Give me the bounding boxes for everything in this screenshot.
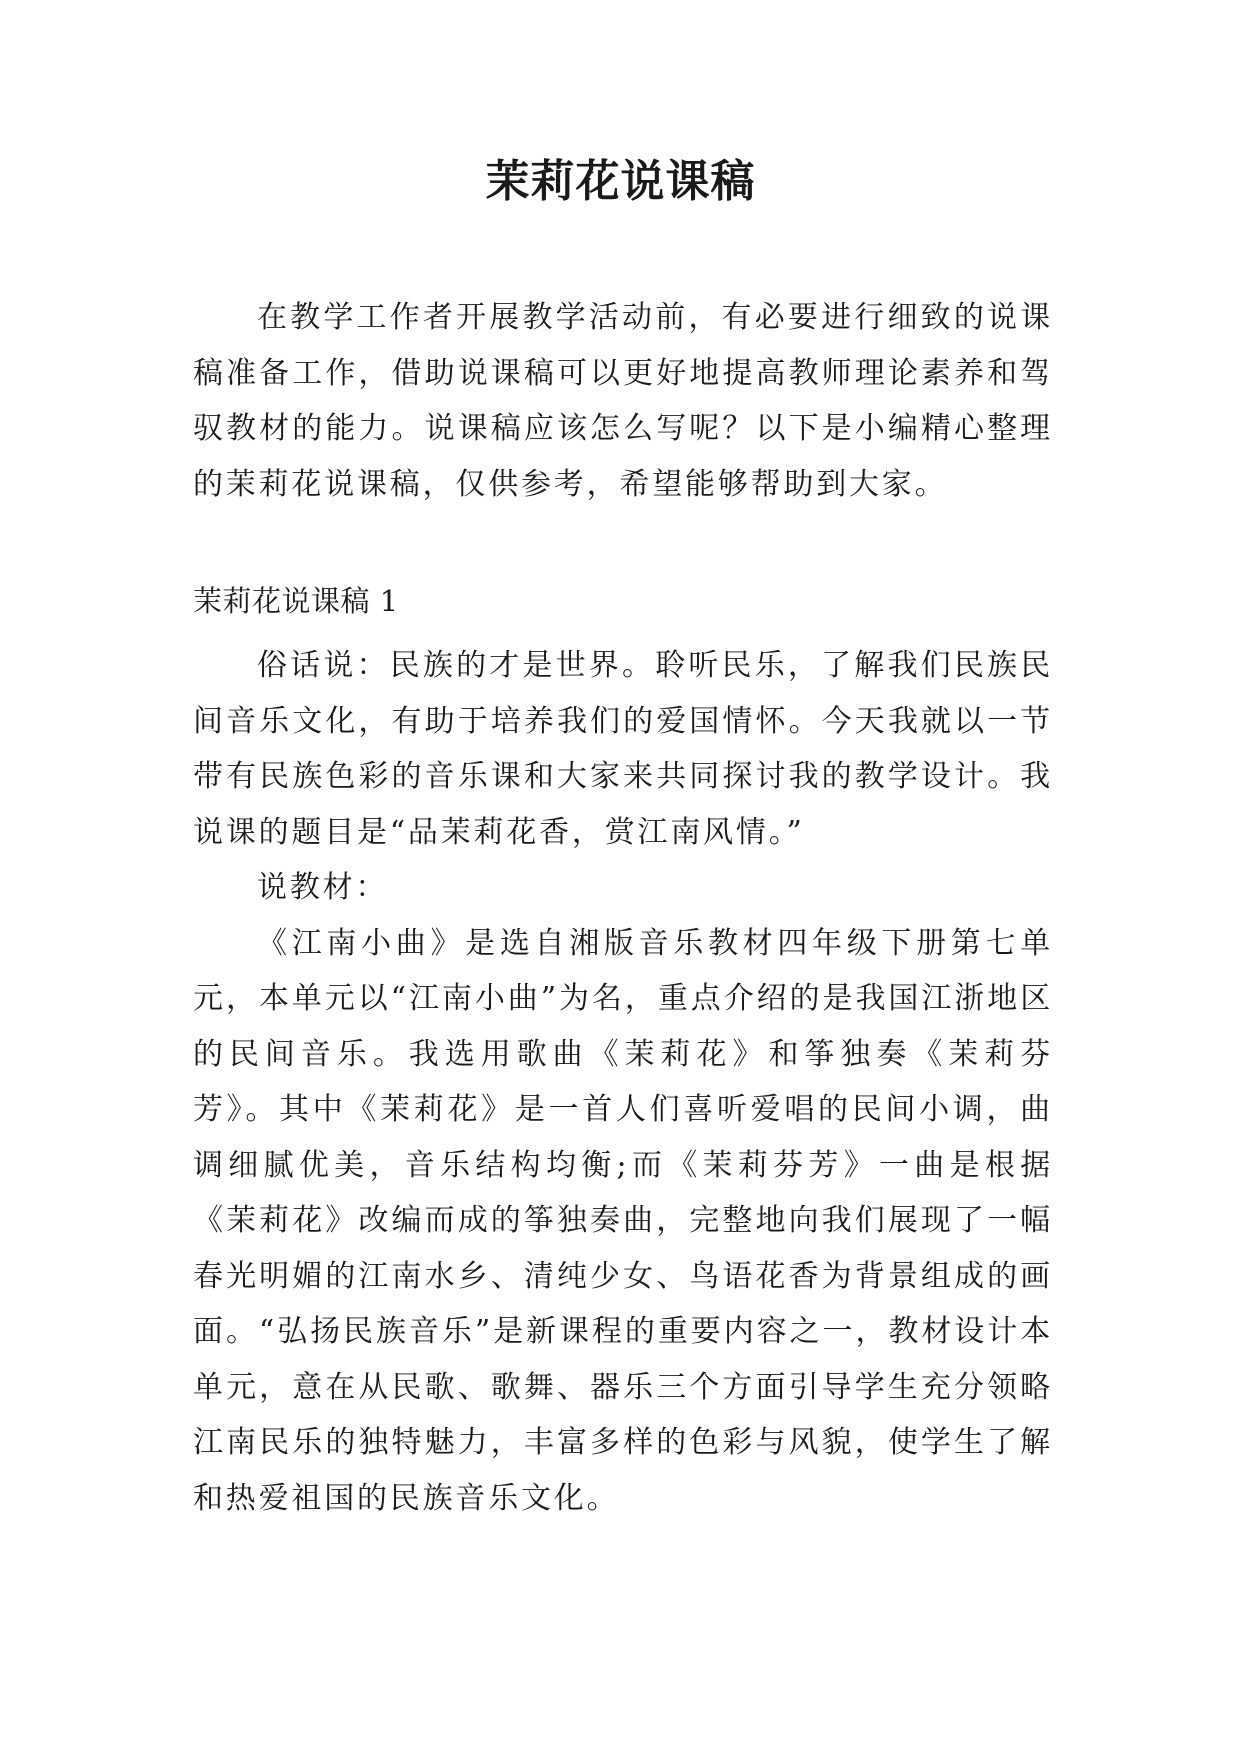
intro-paragraph: 在教学工作者开展教学活动前，有必要进行细致的说课稿准备工作，借助说课稿可以更好地提高教师理论素养和驾驭教材的能力。说课稿应该怎么写呢？以下是小编精心整理的茉莉花说课稿，仅供参考，希望能够帮助到大家。 xyxy=(193,300,1053,502)
document-title: 茉莉花说课稿 xyxy=(485,156,756,207)
body-paragraph: 《江南小曲》是选自湘版音乐教材四年级下册第七单元，本单元以“江南小曲”为名，重点介绍的是我国江浙地区的民间音乐。我选用歌曲《茉莉花》和筝独奏《茉莉芬芳》。其中《茉莉花》是一首人们喜听爱唱的民间小调，曲调细腻优美，音乐结构均衡;而《茉莉芬芳》一曲是根据《茉莉花》改编而成的筝独奏曲，完整地向我们展现了一幅春光明媚的江南水乡、清纯少女、鸟语花香为背景组成的画面。“弘扬民族音乐”是新课程的重要内容之一，教材设计本单元，意在从民歌、歌舞、器乐三个方面引导学生充分领略江南民乐的独特魅力，丰富多样的色彩与风貌，使学生了解和热爱祖国的民族音乐文化。 xyxy=(193,925,1053,1516)
body-paragraph: 俗话说：民族的才是世界。聆听民乐，了解我们民族民间音乐文化，有助于培养我们的爱国情怀。今天我就以一节带有民族色彩的音乐课和大家来共同探讨我的教学设计。我说课的题目是“品茉莉花香，赏江南风情。” xyxy=(193,648,1053,850)
intro-block xyxy=(193,290,1053,512)
section-1 xyxy=(193,584,1053,1526)
section-heading: 茉莉花说课稿 1 xyxy=(193,584,399,618)
body-paragraph: 说教材： xyxy=(257,870,389,905)
